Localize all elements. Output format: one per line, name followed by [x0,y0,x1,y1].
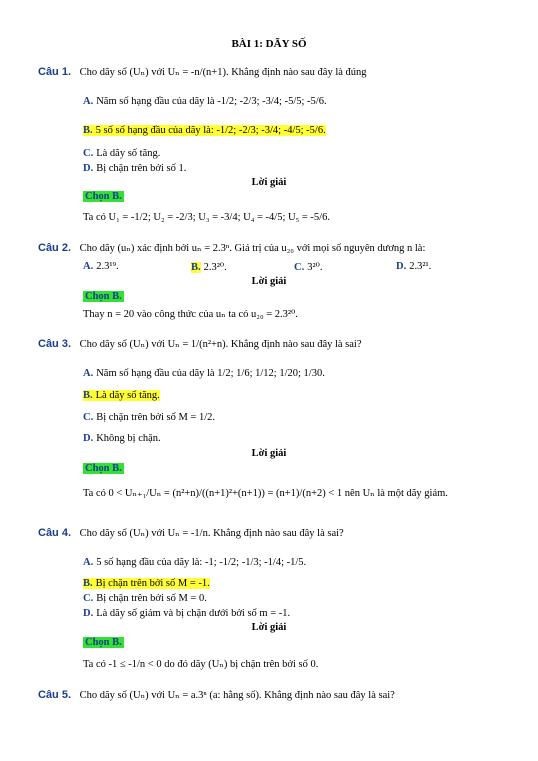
q3-answer-badge: Chọn B. [85,463,122,474]
q4-solution-text: Ta có -1 ≤ -1/n < 0 do đó dãy (Uₙ) bị chặn trên bởi số 0. [83,659,319,670]
q1-option-d-label: D. [83,163,94,174]
question-4-text: Cho dãy số (Uₙ) với Uₙ = -1/n. Khẳng định nào sau đây là sai? [79,528,344,539]
q3-option-d-text: Không bị chặn. [96,433,161,444]
question-3-label: Câu 3. [38,338,72,350]
q2-option-b-text: 2.3²⁰. [203,262,227,273]
q4-option-a-text: 5 số hạng đầu của dãy là: -1; -1/2; -1/3; -1/4; -1/5. [96,557,307,568]
question-5-label: Câu 5. [38,689,72,701]
q1-option-d [83,163,186,174]
q4-option-b-text: Bị chặn trên bởi số M = -1. [95,578,210,589]
q3-option-c-text: Bị chặn trên bởi số M = 1/2. [96,412,216,423]
question-4 [38,527,344,539]
q2-option-a [83,261,119,272]
question-2 [38,242,425,254]
q4-solution-title: Lời giải [251,622,287,633]
q3-option-a-label: A. [83,368,94,379]
q2-option-d-text: 2.3²¹. [409,261,432,272]
q3-option-c [83,412,215,423]
q2-option-c [294,261,322,273]
q2-answer-badge: Chọn B. [85,291,122,302]
q4-option-d [83,608,290,619]
q2-option-b-label: B. [191,262,201,273]
q3-solution-text: Ta có 0 < Uₙ₊₁/Uₙ = (n²+n)/((n+1)²+(n+1)) = (n+1)/(n+2) < 1 nên Uₙ là một dãy giảm. [83,488,448,499]
q3-option-a-text: Năm số hạng đầu của dãy là 1/2; 1/6; 1/12; 1/20; 1/30. [96,368,325,379]
question-3 [38,338,362,350]
q4-option-d-text: Là dãy số giảm và bị chặn dưới bởi số m = -1. [96,608,291,619]
q4-answer [83,637,124,648]
q3-option-c-label: C. [83,412,94,423]
question-4-label: Câu 4. [38,527,72,539]
q4-option-b [83,578,210,589]
page-title: BÀI 1: DÃY SỐ [231,38,307,50]
q1-option-d-text: Bị chặn trên bởi số 1. [96,163,187,174]
q2-solution-title: Lời giải [251,276,287,287]
q4-option-c-label: C. [83,593,94,604]
q1-solution-text: Ta có U₁ = -1/2; U₂ = -2/3; U₃ = -3/4; U₄ = -4/5; U₅ = -5/6. [83,212,330,223]
q2-option-c-text: 3²⁰. [307,262,323,273]
question-1-label: Câu 1. [38,66,72,78]
question-3-text: Cho dãy số (Uₙ) với Uₙ = 1/(n²+n). Khẳng định nào sau đây là sai? [79,339,362,350]
q3-option-b-text: Là dãy số tăng. [95,390,160,401]
q4-option-b-label: B. [83,578,93,589]
q4-option-a [83,557,306,568]
q2-option-c-label: C. [294,262,305,273]
q3-option-d-label: D. [83,433,94,444]
q1-answer [83,191,124,202]
q1-answer-badge: Chọn B. [85,191,122,202]
q1-option-c-text: Là dãy số tăng. [96,148,161,159]
q1-option-a-label: A. [83,96,94,107]
q1-option-a [83,96,327,107]
q4-answer-badge: Chọn B. [85,637,122,648]
q4-option-a-label: A. [83,557,94,568]
q3-option-d [83,433,161,444]
q1-option-a-text: Năm số hạng đầu của dãy là -1/2; -2/3; -3/4; -5/5; -5/6. [96,96,327,107]
q1-option-b-text: 5 số số hạng đầu của dãy là: -1/2; -2/3; -3/4; -4/5; -5/6. [95,125,326,136]
q4-option-c [83,593,207,604]
q4-option-c-text: Bị chặn trên bởi số M = 0. [96,593,207,604]
q1-option-b-label: B. [83,125,93,136]
q2-option-b [191,261,227,273]
q1-option-c [83,148,160,159]
q4-option-d-label: D. [83,608,94,619]
question-1-text: Cho dãy số (Uₙ) với Uₙ = -n/(n+1). Khẳng định nào sau đây là đúng [79,67,367,78]
q2-option-a-text: 2.3¹⁹. [96,261,119,272]
q1-option-c-label: C. [83,148,94,159]
q3-solution-title: Lời giải [251,448,287,459]
question-5-text: Cho dãy số (Uₙ) với Uₙ = a.3ⁿ (a: hằng số). Khẳng định nào sau đây là sai? [79,690,395,701]
q3-option-b [83,390,160,401]
question-2-text: Cho dãy (uₙ) xác định bởi uₙ = 2.3ⁿ. Giá trị của u₂₀ với mọi số nguyên dương n là: [79,243,426,254]
q2-option-d [396,261,431,272]
q2-solution-text: Thay n = 20 vào công thức của uₙ ta có u₂₀ = 2.3²⁰. [83,309,298,320]
q3-answer [83,463,124,474]
q2-answer [83,291,124,302]
q1-solution-title: Lời giải [251,177,287,188]
question-2-label: Câu 2. [38,242,72,254]
q3-option-b-label: B. [83,390,93,401]
q1-option-b [83,125,326,136]
question-5 [38,689,395,701]
q2-option-d-label: D. [396,261,407,272]
question-1 [38,66,367,78]
q2-option-a-label: A. [83,261,94,272]
q3-option-a [83,368,325,379]
